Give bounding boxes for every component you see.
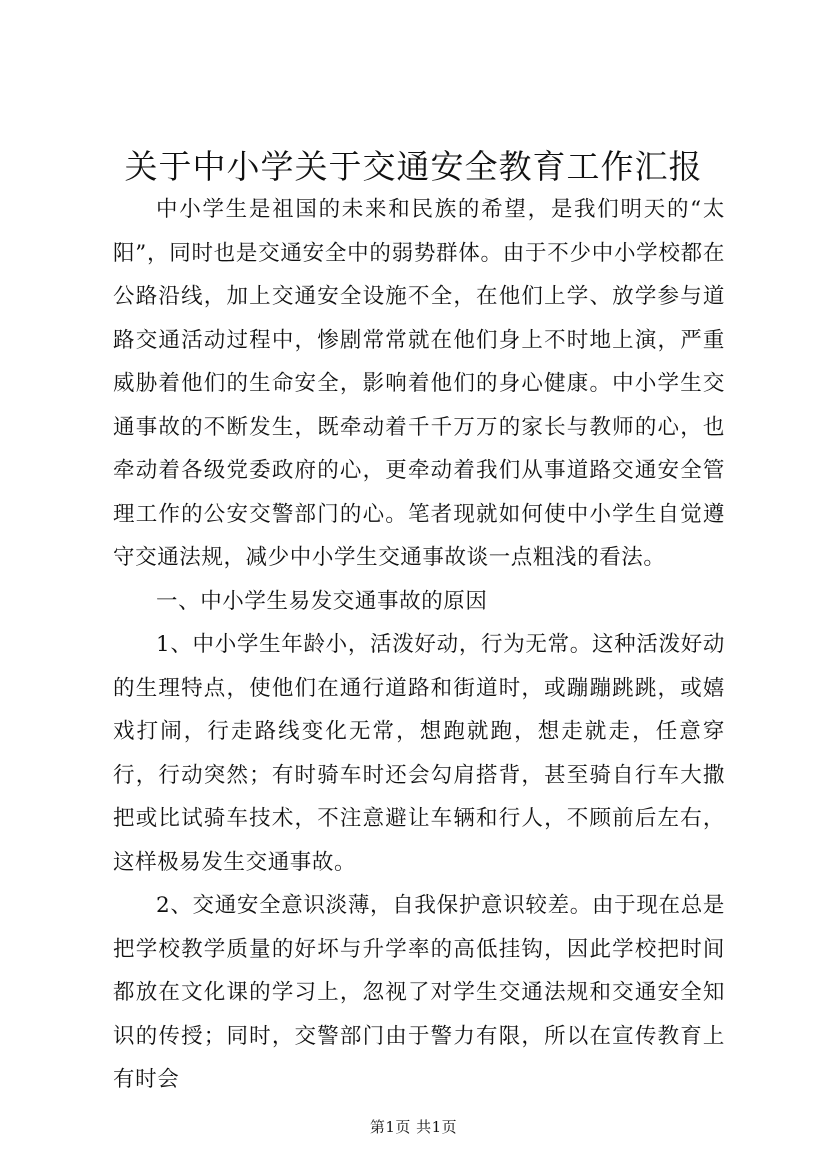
document-body — [113, 188, 725, 1102]
section-heading: 一、中小学生易发交通事故的原因 — [156, 588, 488, 614]
paragraph-intro: 中小学生是祖国的未来和民族的希望，是我们明天的“太阳”，同时也是交通安全中的弱势群体。由于不少中小学校都在公路沿线，加上交通安全设施不全，在他们上学、放学参与道路交通活动过程中，惨剧常常就在他们身上不时地上演，严重威胁着他们的生命安全，影响着他们的身心健康。中小学生交通事故的不断发生，既牵动着千千万万的家长与教师的心，也牵动着各级党委政府的心，更牵动着我们从事道路交通安全管理工作的公安交警部门的心。笔者现就如何使中小学生自觉遵守交通法规，减少中小学生交通事故谈一点粗浅的看法。 — [113, 197, 725, 570]
paragraph-reason-2: 2、交通安全意识淡薄，自我保护意识较差。由于现在总是把学校教学质量的好坏与升学率的高低挂钩，因此学校把时间都放在文化课的学习上，忽视了对学生交通法规和交通安全知识的传授；同时，交警部门由于警力有限，所以在宣传教育上有时会 — [113, 893, 725, 1092]
document-title: 关于中小学关于交通安全教育工作汇报 — [124, 147, 703, 186]
paragraph-reason-1: 1、中小学生年龄小，活泼好动，行为无常。这种活泼好动的生理特点，使他们在通行道路和街道时，或蹦蹦跳跳，或嬉戏打闹，行走路线变化无常，想跑就跑，想走就走，任意穿行，行动突然；有时骑车时还会勾肩搭背，甚至骑自行车大撒把或比试骑车技术，不注意避让车辆和行人，不顾前后左右，这样极易发生交通事故。 — [113, 632, 725, 875]
page-footer: 第1页 共1页 — [369, 1118, 458, 1136]
